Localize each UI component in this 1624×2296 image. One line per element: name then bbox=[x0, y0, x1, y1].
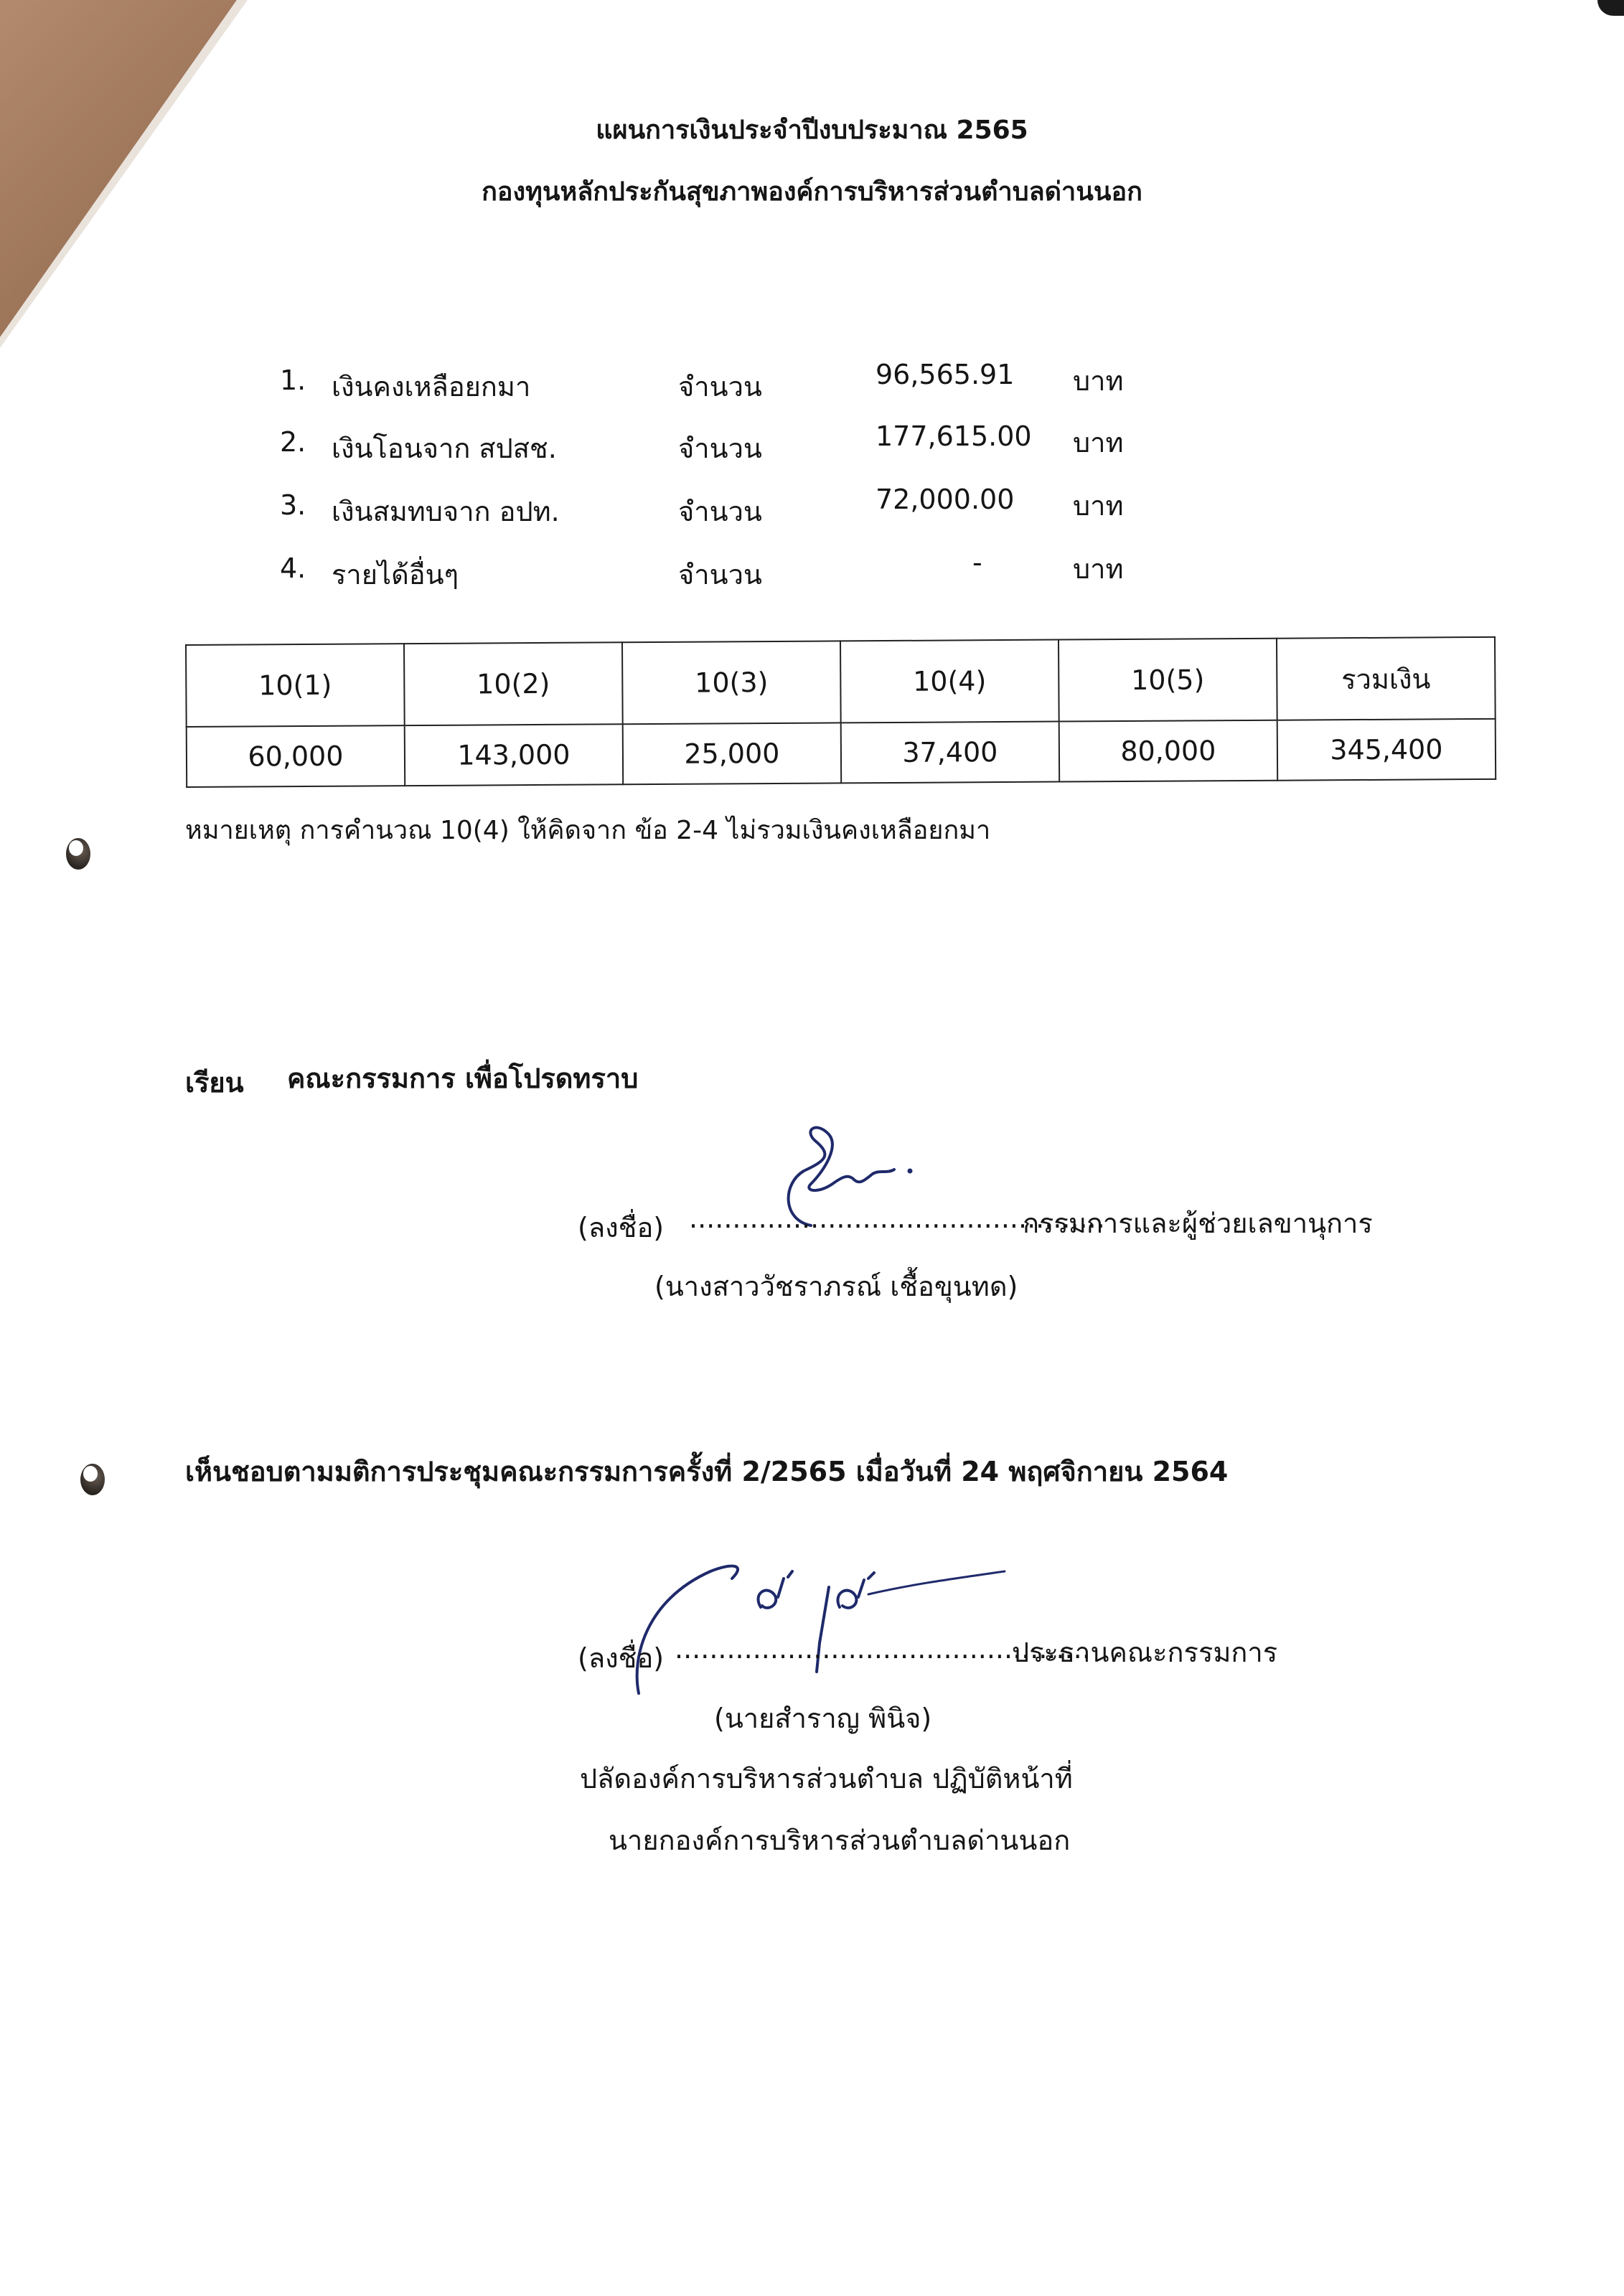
sign-label: (ลงชื่อ) bbox=[578, 1212, 665, 1243]
allocation-value-cell: 143,000 bbox=[405, 725, 623, 786]
allocation-value-cell: 80,000 bbox=[1059, 720, 1277, 781]
income-unit: บาท bbox=[1073, 427, 1124, 458]
income-unit: บาท bbox=[1073, 365, 1124, 397]
signature-dotted-line: ................................................ bbox=[675, 1633, 1091, 1665]
income-amount: - bbox=[972, 547, 982, 578]
signer-role: กรรมการและผู้ช่วยเลขานุการ bbox=[1023, 1208, 1373, 1239]
income-amount: 177,615.00 bbox=[876, 420, 1032, 452]
income-number: 3. bbox=[280, 489, 306, 521]
allocation-header-cell: 10(5) bbox=[1059, 639, 1277, 722]
allocation-header-cell: 10(3) bbox=[622, 641, 841, 724]
income-qty-label: จำนวน bbox=[678, 559, 762, 591]
allocation-value-row bbox=[187, 719, 1496, 787]
allocation-table bbox=[185, 636, 1496, 788]
allocation-header-cell: 10(1) bbox=[186, 644, 405, 727]
signer-name: (นางสาววัชราภรณ์ เชื้อขุนทด) bbox=[654, 1271, 1018, 1302]
income-number: 1. bbox=[280, 364, 306, 396]
income-number: 4. bbox=[280, 552, 306, 584]
allocation-value-cell: 37,400 bbox=[841, 722, 1059, 783]
income-amount: 96,565.91 bbox=[876, 359, 1015, 390]
allocation-value-cell: 25,000 bbox=[623, 723, 841, 784]
income-unit: บาท bbox=[1073, 553, 1124, 585]
allocation-header-cell: รวมเงิน bbox=[1277, 637, 1496, 720]
income-qty-label: จำนวน bbox=[678, 433, 762, 464]
addressee-text: คณะกรรมการ เพื่อโปรดทราบ bbox=[287, 1063, 639, 1094]
document-title: แผนการเงินประจำปีงบประมาณ 2565 bbox=[596, 116, 1028, 145]
punch-hole-bottom bbox=[80, 1464, 105, 1495]
income-amount: 72,000.00 bbox=[876, 484, 1015, 515]
approval-statement: เห็นชอบตามมติการประชุมคณะกรรมการครั้งที่ 2/2565 เมื่อวันที่ 24 พฤศจิกายน 2564 bbox=[185, 1456, 1229, 1487]
income-label: เงินสมทบจาก อปท. bbox=[332, 496, 560, 527]
punch-hole-top bbox=[66, 838, 90, 870]
income-unit: บาท bbox=[1073, 490, 1124, 522]
signer-position-line2: นายกองค์การบริหารส่วนตำบลด่านนอก bbox=[609, 1825, 1071, 1856]
addressee-prefix: เรียน bbox=[185, 1067, 244, 1098]
income-qty-label: จำนวน bbox=[678, 371, 762, 403]
scan-edge-mark bbox=[1597, 0, 1624, 16]
income-label: รายได้อื่นๆ bbox=[332, 559, 459, 591]
handwritten-signature-chairman bbox=[624, 1550, 1012, 1700]
allocation-header-cell: 10(2) bbox=[404, 642, 623, 725]
signer-role: ประธานคณะกรรมการ bbox=[1012, 1637, 1278, 1668]
allocation-value-cell: 60,000 bbox=[187, 726, 405, 787]
signature-dotted-line: ................................................ bbox=[689, 1203, 1105, 1234]
document-subtitle: กองทุนหลักประกันสุขภาพองค์การบริหารส่วนตำบลด่านนอก bbox=[482, 177, 1142, 207]
calculation-note: หมายเหตุ การคำนวณ 10(4) ให้คิดจาก ข้อ 2-4 ไม่รวมเงินคงเหลือยกมา bbox=[185, 816, 991, 845]
allocation-value-cell: 345,400 bbox=[1277, 719, 1496, 780]
income-label: เงินโอนจาก สปสช. bbox=[332, 433, 557, 464]
income-qty-label: จำนวน bbox=[678, 496, 762, 527]
allocation-header-row bbox=[186, 637, 1496, 728]
signer-name: (นายสำราญ พินิจ) bbox=[714, 1703, 932, 1734]
allocation-header-cell: 10(4) bbox=[840, 640, 1059, 723]
sign-label: (ลงชื่อ) bbox=[578, 1642, 665, 1674]
signer-position-line1: ปลัดองค์การบริหารส่วนตำบล ปฏิบัติหน้าที่ bbox=[580, 1763, 1073, 1794]
income-number: 2. bbox=[280, 426, 306, 458]
income-label: เงินคงเหลือยกมา bbox=[332, 371, 531, 403]
